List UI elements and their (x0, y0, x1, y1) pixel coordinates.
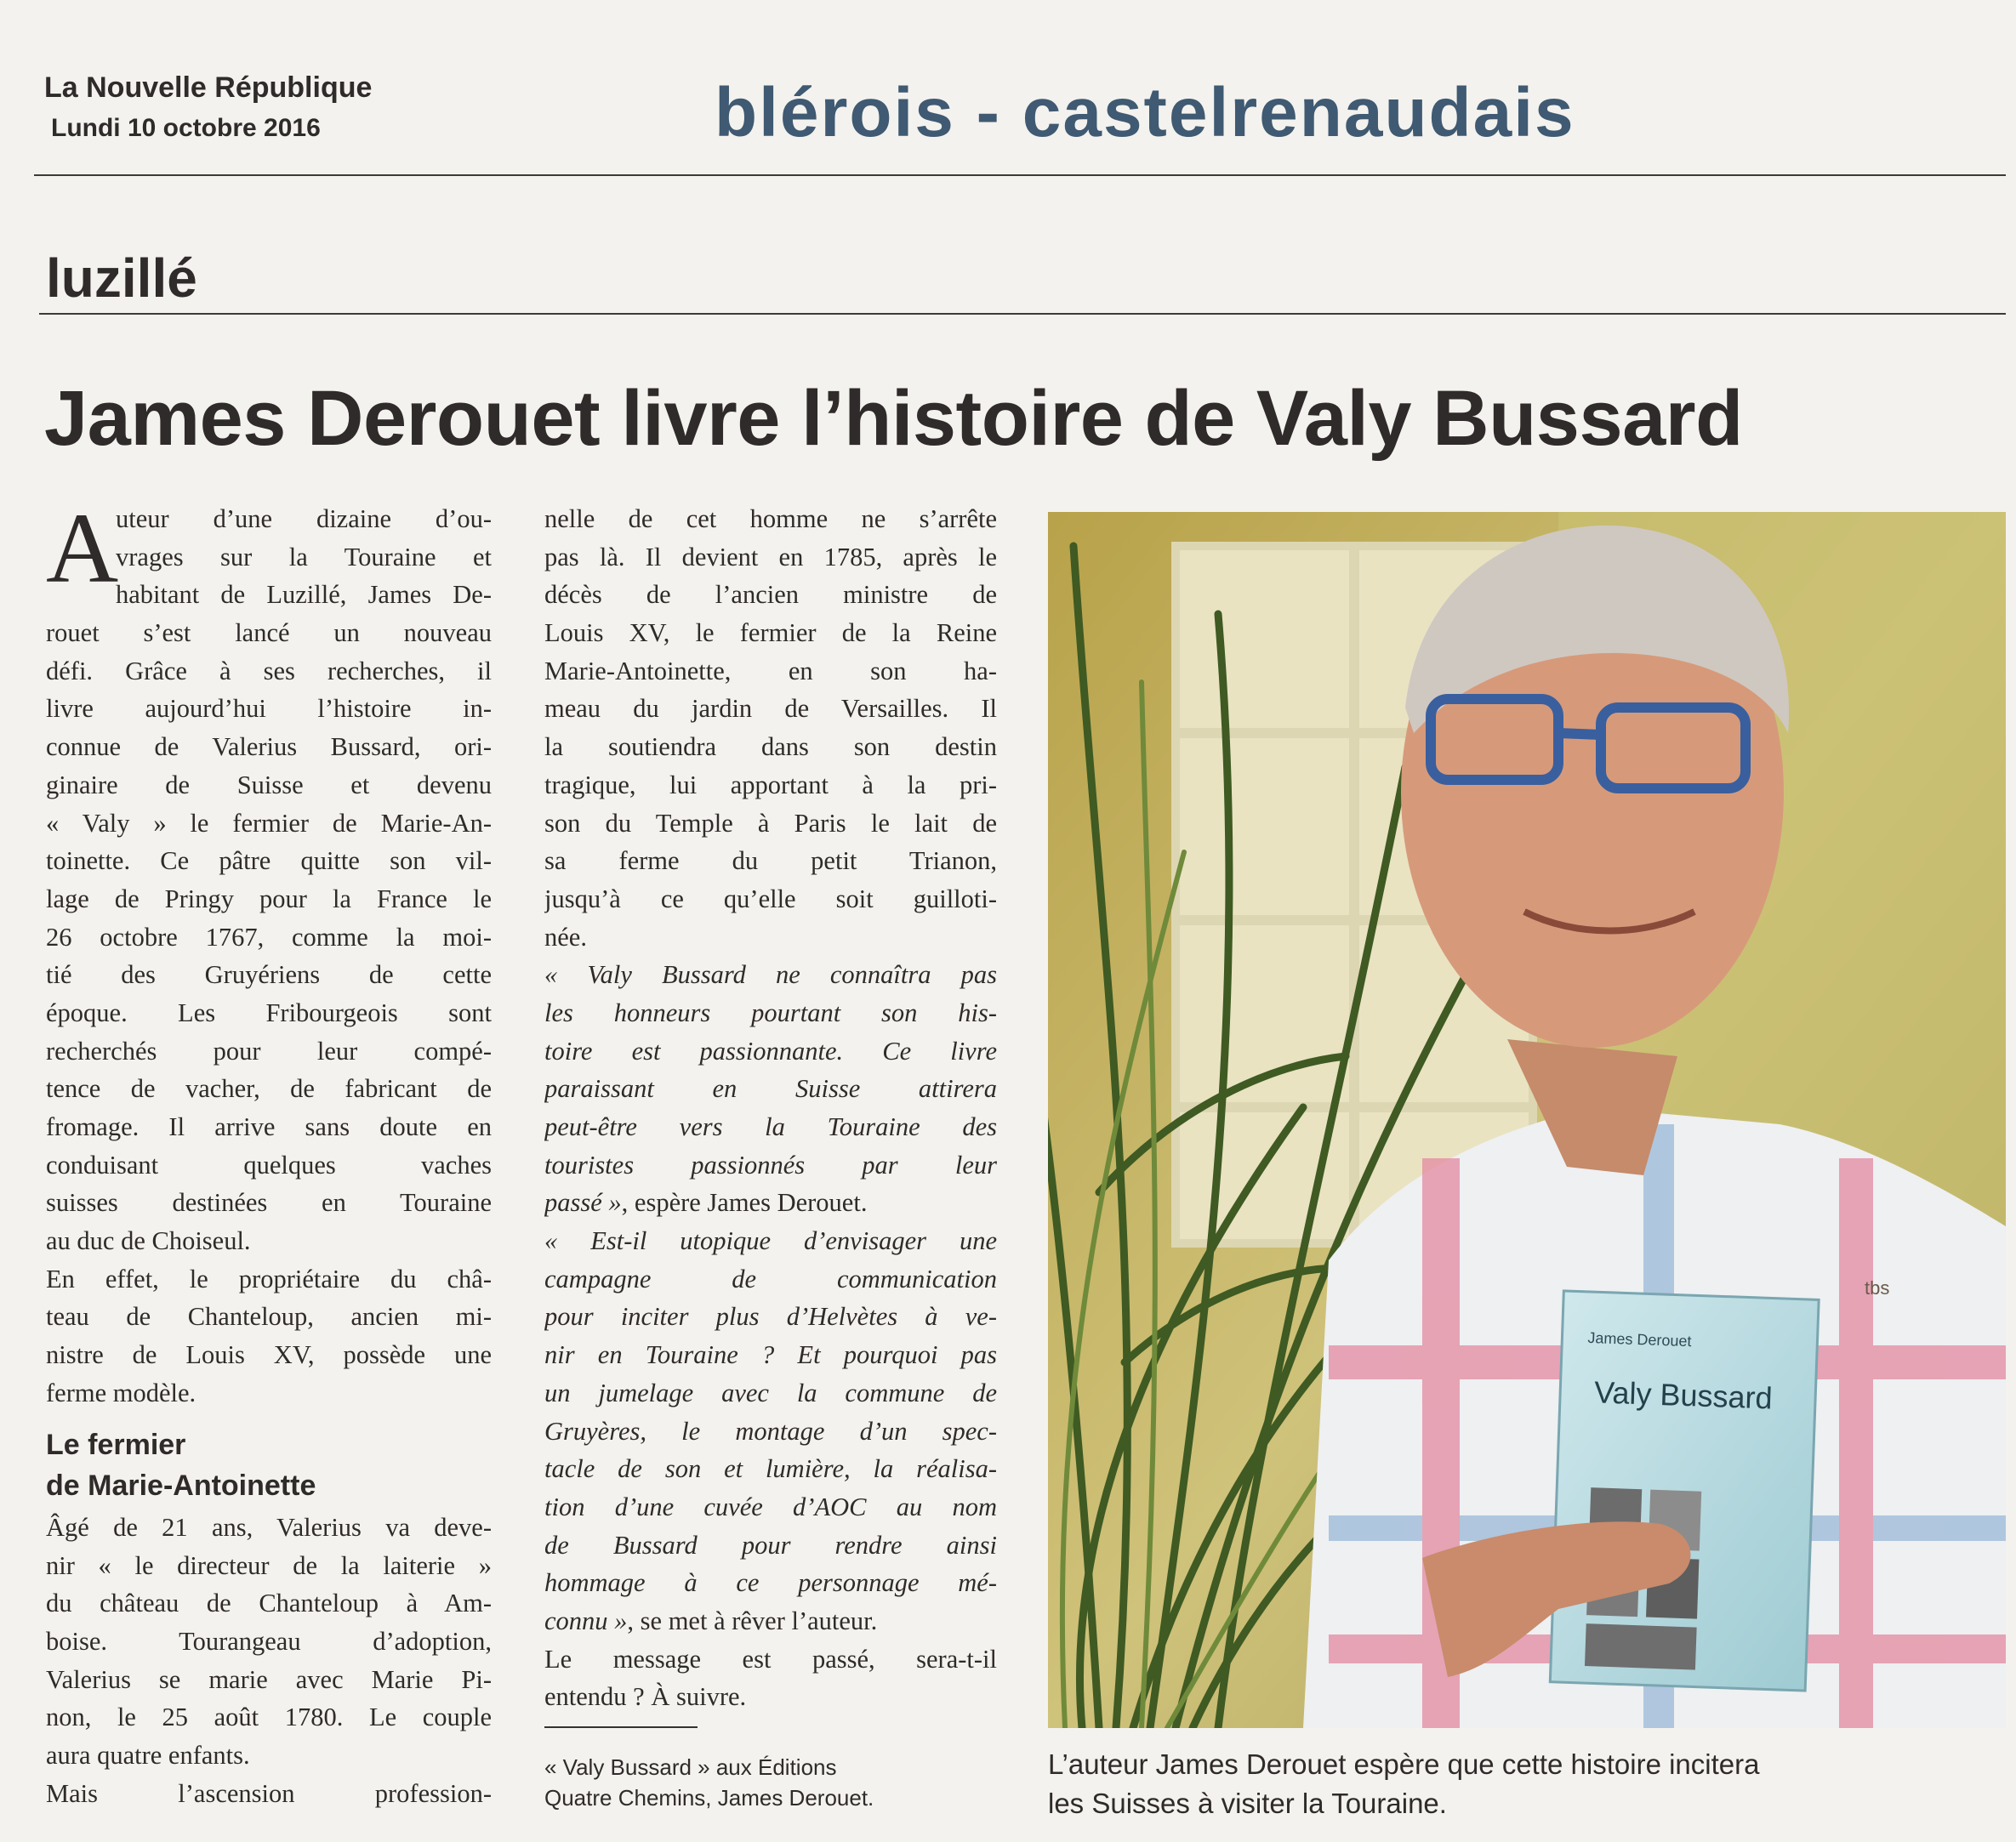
text-line: nelle de cet homme ne s’arrête (544, 504, 997, 533)
article-column-2 (544, 500, 997, 1716)
text-line: uteur d’une dizaine d’ou- (116, 504, 492, 533)
text-line: Mais l’ascension profession- (46, 1778, 492, 1808)
book-caption-line: « Valy Bussard » aux Éditions (544, 1754, 837, 1780)
issue-date: Lundi 10 octobre 2016 (51, 114, 321, 142)
photo-caption (1048, 1745, 2006, 1823)
text-line: habitant de Luzillé, James De- (116, 580, 492, 610)
text-line: toinette. Ce pâtre quitte son vil- (46, 846, 492, 876)
locality-rule (39, 313, 2006, 315)
text-line: boise. Tourangeau d’adoption, (46, 1627, 492, 1657)
book-author-text: James Derouet (1587, 1328, 1692, 1350)
text-line: suisses destinées en Touraine (46, 1188, 492, 1218)
text-line: meau du jardin de Versailles. Il (544, 694, 997, 724)
article-subhead (46, 1424, 316, 1506)
text-line: née. (544, 922, 587, 952)
text-line: touristes passionnés par leur (544, 1150, 997, 1180)
text-line: Marie-Antoinette, en son ha- (544, 656, 997, 685)
book-caption (544, 1752, 1004, 1813)
text-line: fromage. Il arrive sans doute en (46, 1112, 492, 1141)
text-line: livre aujourd’hui l’histoire in- (46, 694, 492, 724)
text-line: sa ferme du petit Trianon, (544, 846, 997, 876)
text-line: pas là. Il devient en 1785, après le (544, 542, 997, 571)
caption-divider (544, 1726, 698, 1728)
book-title-text: Valy Bussard (1593, 1374, 1774, 1416)
text-line: Valerius se marie avec Marie Pi- (46, 1664, 492, 1694)
text-line: campagne de communication (544, 1264, 997, 1293)
text-line: au duc de Choiseul. (46, 1226, 251, 1256)
text-line: lage de Pringy pour la France le (46, 884, 492, 913)
text-line: tié des Gruyériens de cette (46, 960, 492, 990)
article-column-1-continued (46, 1509, 492, 1813)
text-line: la soutiendra dans son destin (544, 732, 997, 762)
text-line: vrages sur la Touraine et (116, 542, 492, 571)
article-column-1 (46, 492, 492, 1413)
text-line: époque. Les Fribourgeois sont (46, 998, 492, 1027)
text-line: ginaire de Suisse et devenu (46, 770, 492, 799)
article-headline: James Derouet livre l’histoire de Valy Bussard (44, 375, 1743, 462)
text-line: rouet s’est lancé un nouveau (46, 618, 492, 648)
text-line: conduisant quelques vaches (46, 1150, 492, 1180)
subhead-line: Le fermier (46, 1429, 186, 1461)
drop-cap: A (46, 492, 119, 604)
text-line: nir « le directeur de la laiterie » (46, 1550, 492, 1580)
text-line: non, le 25 août 1780. Le couple (46, 1703, 492, 1732)
text-line: « Est-il utopique d’envisager une (544, 1226, 997, 1256)
text-line: « Valy Bussard ne connaîtra pas (544, 960, 997, 990)
quote-text: connu » (544, 1606, 628, 1635)
book-caption-line: Quatre Chemins, James Derouet. (544, 1785, 874, 1811)
text-line: hommage à ce personnage mé- (544, 1568, 997, 1598)
text-line: de Bussard pour rendre ainsi (544, 1530, 997, 1560)
text-line: tragique, lui apportant à la pri- (544, 770, 997, 799)
text-line: 26 octobre 1767, comme la moi- (46, 922, 492, 952)
text-line: En effet, le propriétaire du châ- (46, 1264, 492, 1293)
text-line: nir en Touraine ? Et pourquoi pas (544, 1340, 997, 1370)
author-photo (1048, 512, 2006, 1728)
text-line: Louis XV, le fermier de la Reine (544, 618, 997, 648)
text-line: recherchés pour leur compé- (46, 1036, 492, 1066)
text-line: peut-être vers la Touraine des (544, 1112, 997, 1141)
text-line: pour inciter plus d’Helvètes à ve- (544, 1302, 997, 1332)
text-line: Âgé de 21 ans, Valerius va deve- (46, 1513, 492, 1542)
text-line: les honneurs pourtant son his- (544, 998, 997, 1027)
text-line: toire est passionnante. Ce livre (544, 1036, 997, 1066)
text-line: entendu ? À suivre. (544, 1682, 747, 1712)
photo-caption-line: L’auteur James Derouet espère que cette histoire incitera (1048, 1748, 1760, 1780)
text-line (544, 1602, 997, 1640)
text-line: Gruyères, le montage d’un spec- (544, 1416, 997, 1446)
locality-label: luzillé (46, 247, 197, 309)
text-line: jusqu’à ce qu’elle soit guilloti- (544, 884, 997, 913)
photo-caption-line: les Suisses à visiter la Touraine. (1048, 1788, 1447, 1819)
text-line: « Valy » le fermier de Marie-An- (46, 808, 492, 838)
text-line: tacle de son et lumière, la réalisa- (544, 1454, 997, 1484)
text-line: décès de l’ancien ministre de (544, 580, 997, 610)
text-line: tence de vacher, de fabricant de (46, 1074, 492, 1104)
quote-attribution: , espère James Derouet. (621, 1188, 868, 1218)
text-line: ferme modèle. (46, 1378, 196, 1407)
text-line: nistre de Louis XV, possède une (46, 1340, 492, 1370)
text-line: teau de Chanteloup, ancien mi- (46, 1302, 492, 1332)
section-title: blérois - castelrenaudais (715, 74, 1575, 151)
newspaper-name: La Nouvelle République (44, 71, 373, 104)
quote-text: passé » (544, 1188, 622, 1218)
text-line: Le message est passé, sera-t-il (544, 1644, 997, 1674)
shirt-logo-text: tbs (1865, 1277, 1890, 1299)
text-line: du château de Chanteloup à Am- (46, 1589, 492, 1618)
text-line: défi. Grâce à ses recherches, il (46, 656, 492, 685)
author-photo-illustration (1048, 512, 2006, 1728)
text-line (544, 1184, 997, 1222)
quote-attribution: , se met à rêver l’auteur. (627, 1606, 878, 1635)
text-line: tion d’une cuvée d’AOC au nom (544, 1492, 997, 1521)
text-line: un jumelage avec la commune de (544, 1378, 997, 1407)
text-line: aura quatre enfants. (46, 1741, 250, 1771)
text-line: son du Temple à Paris le lait de (544, 808, 997, 838)
subhead-line: de Marie-Antoinette (46, 1470, 316, 1502)
text-line: connue de Valerius Bussard, ori- (46, 732, 492, 762)
text-line: paraissant en Suisse attirera (544, 1074, 997, 1104)
masthead-rule (34, 174, 2006, 176)
